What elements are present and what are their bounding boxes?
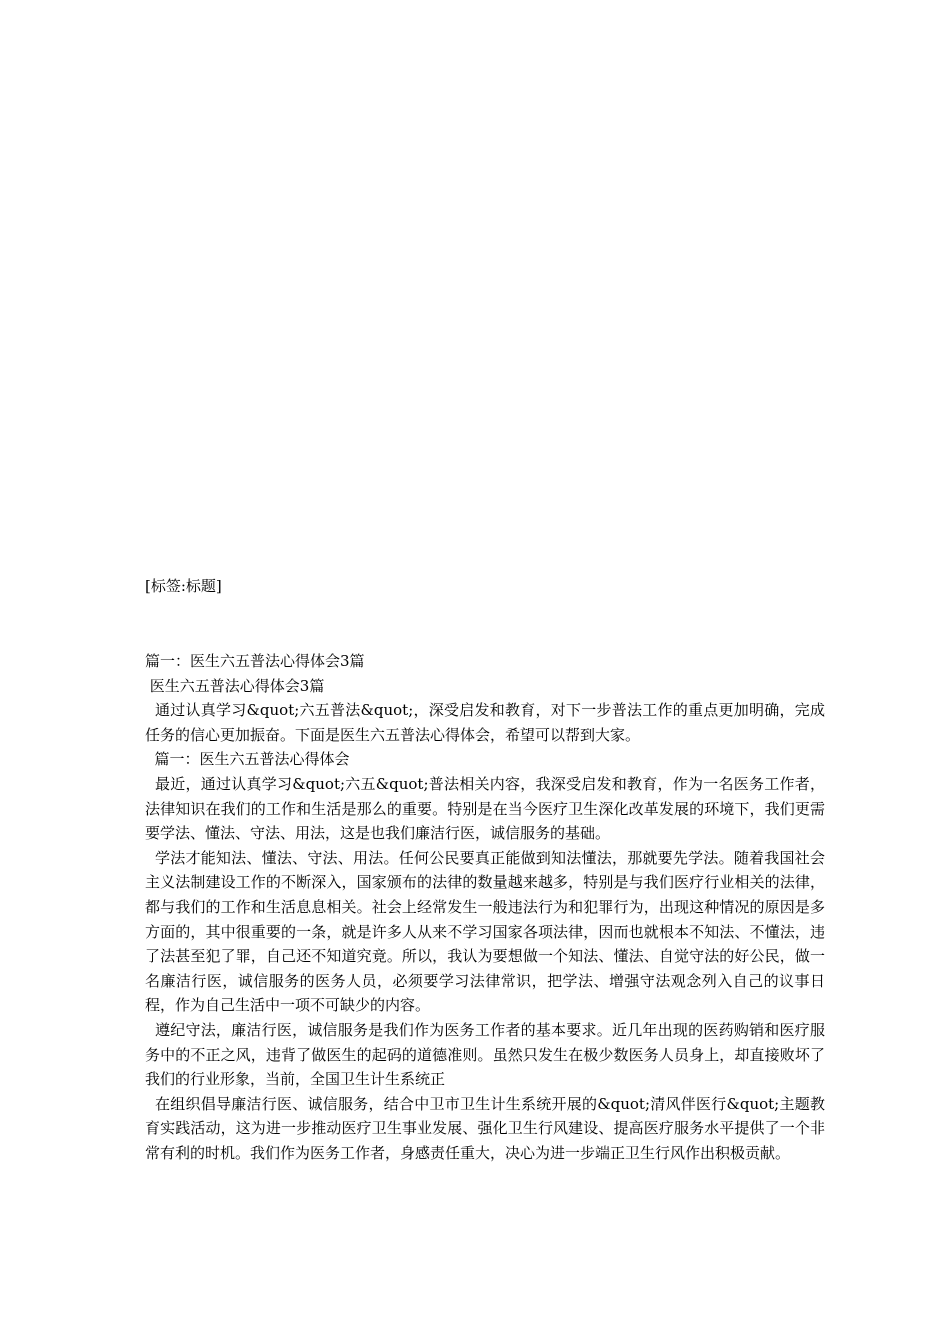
paragraph-integrity-campaign: 在组织倡导廉洁行医、诚信服务，结合中卫市卫生计生系统开展的&quot;清风伴医行&quot;主题教育实践活动，这为进一步推动医疗卫生事业发展、强化卫生行风建设、提高医疗服务水平提供了一个非常有利的时机。我们作为医务工作者，身感责任重大，决心为进一步端正卫生行风作出积极贡献。 — [145, 1094, 825, 1162]
paragraph-learn-law: 学法才能知法、懂法、守法、用法。任何公民要真正能做到知法懂法，那就要先学法。随着我国社会主义法制建设工作的不断深入，国家颁布的法律的数量越来越多，特别是与我们医疗行业相关的法律，都与我们的工作和生活息息相关。社会上经常发生一般违法行为和犯罪行为，出现这种情况的原因是多方面的，其中很重要的一条，就是许多人从来不学习国家各项法律，因而也就根本不知法、不懂法，违了法甚至犯了罪，自己还不知道究竟。所以，我认为要想做一个知法、懂法、自觉守法的好公民，做一名廉洁行医，诚信服务的医务人员，必须要学习法律常识，把学法、增强守法观念列入自己的议事日程，作为自己生活中一项不可缺少的内容。 — [145, 848, 825, 1015]
tag-line: [标签:标题] — [145, 577, 222, 595]
document-body — [145, 649, 825, 1165]
paragraph-intro: 通过认真学习&quot;六五普法&quot;，深受启发和教育，对下一步普法工作的重点更加明确，完成任务的信心更加振奋。下面是医生六五普法心得体会，希望可以帮到大家。 — [145, 701, 825, 744]
section-heading: 篇一：医生六五普法心得体会 — [145, 750, 350, 769]
document-subheading: 医生六五普法心得体会3篇 — [145, 676, 325, 695]
document-heading: 篇一：医生六五普法心得体会3篇 — [145, 652, 365, 670]
paragraph-abide-law: 遵纪守法，廉洁行医，诚信服务是我们作为医务工作者的基本要求。近几年出现的医药购销和医疗服务中的不正之风，违背了做医生的起码的道德准则。虽然只发生在极少数医务人员身上，却直接败坏了我们的行业形象，当前，全国卫生计生系统正 — [145, 1020, 825, 1089]
paragraph-recent-study: 最近，通过认真学习&quot;六五&quot;普法相关内容，我深受启发和教育，作为一名医务工作者，法律知识在我们的工作和生活是那么的重要。特别是在当今医疗卫生深化改革发展的环境下，我们更需要学法、懂法、守法、用法，这是也我们廉洁行医，诚信服务的基础。 — [145, 774, 825, 843]
